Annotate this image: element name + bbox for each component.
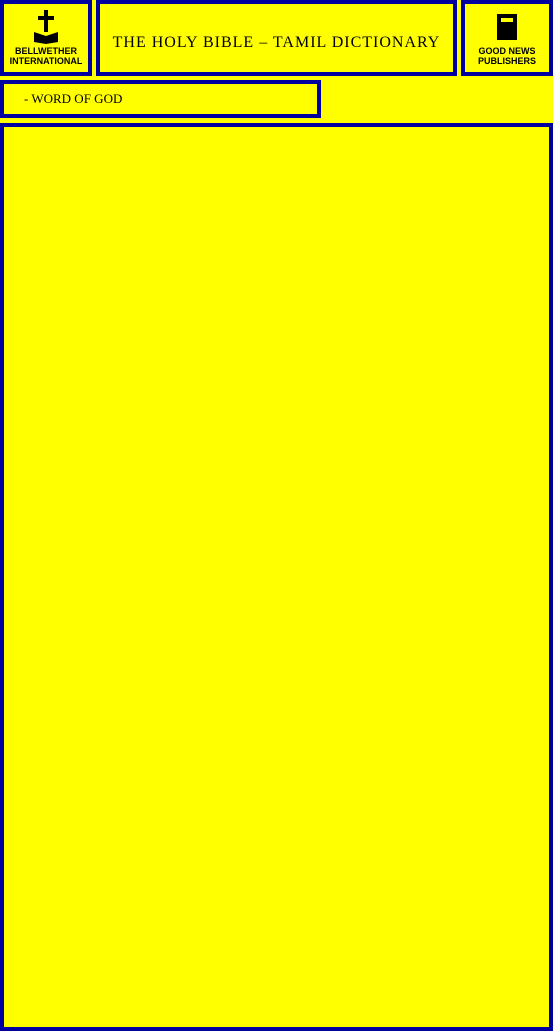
paragraph-4 xyxy=(16,229,535,243)
paragraph-6 xyxy=(16,293,535,307)
paragraph-5 xyxy=(16,261,535,275)
paragraph-10 xyxy=(16,421,535,435)
paragraph-9 xyxy=(16,389,535,403)
paragraph-3 xyxy=(16,197,535,211)
open-book-cross-icon xyxy=(34,10,58,44)
paragraph-8 xyxy=(16,357,535,371)
entry-heading-english: - WORD OF GOD xyxy=(24,91,123,106)
paragraph-2 xyxy=(16,165,535,179)
good-news-logo xyxy=(461,0,553,76)
dictionary-title-box xyxy=(96,0,457,76)
paragraph-1 xyxy=(16,133,535,147)
entry-body xyxy=(0,123,553,1031)
title-english: THE HOLY BIBLE – TAMIL DICTIONARY xyxy=(112,34,441,51)
entry-heading xyxy=(0,80,321,118)
right-logo-text: GOOD NEWS PUBLISHERS xyxy=(477,46,536,66)
book-icon xyxy=(495,10,519,44)
left-logo-text: BELLWETHER INTERNATIONAL xyxy=(9,46,83,66)
bellwether-logo xyxy=(0,0,92,76)
paragraph-7 xyxy=(16,325,535,339)
